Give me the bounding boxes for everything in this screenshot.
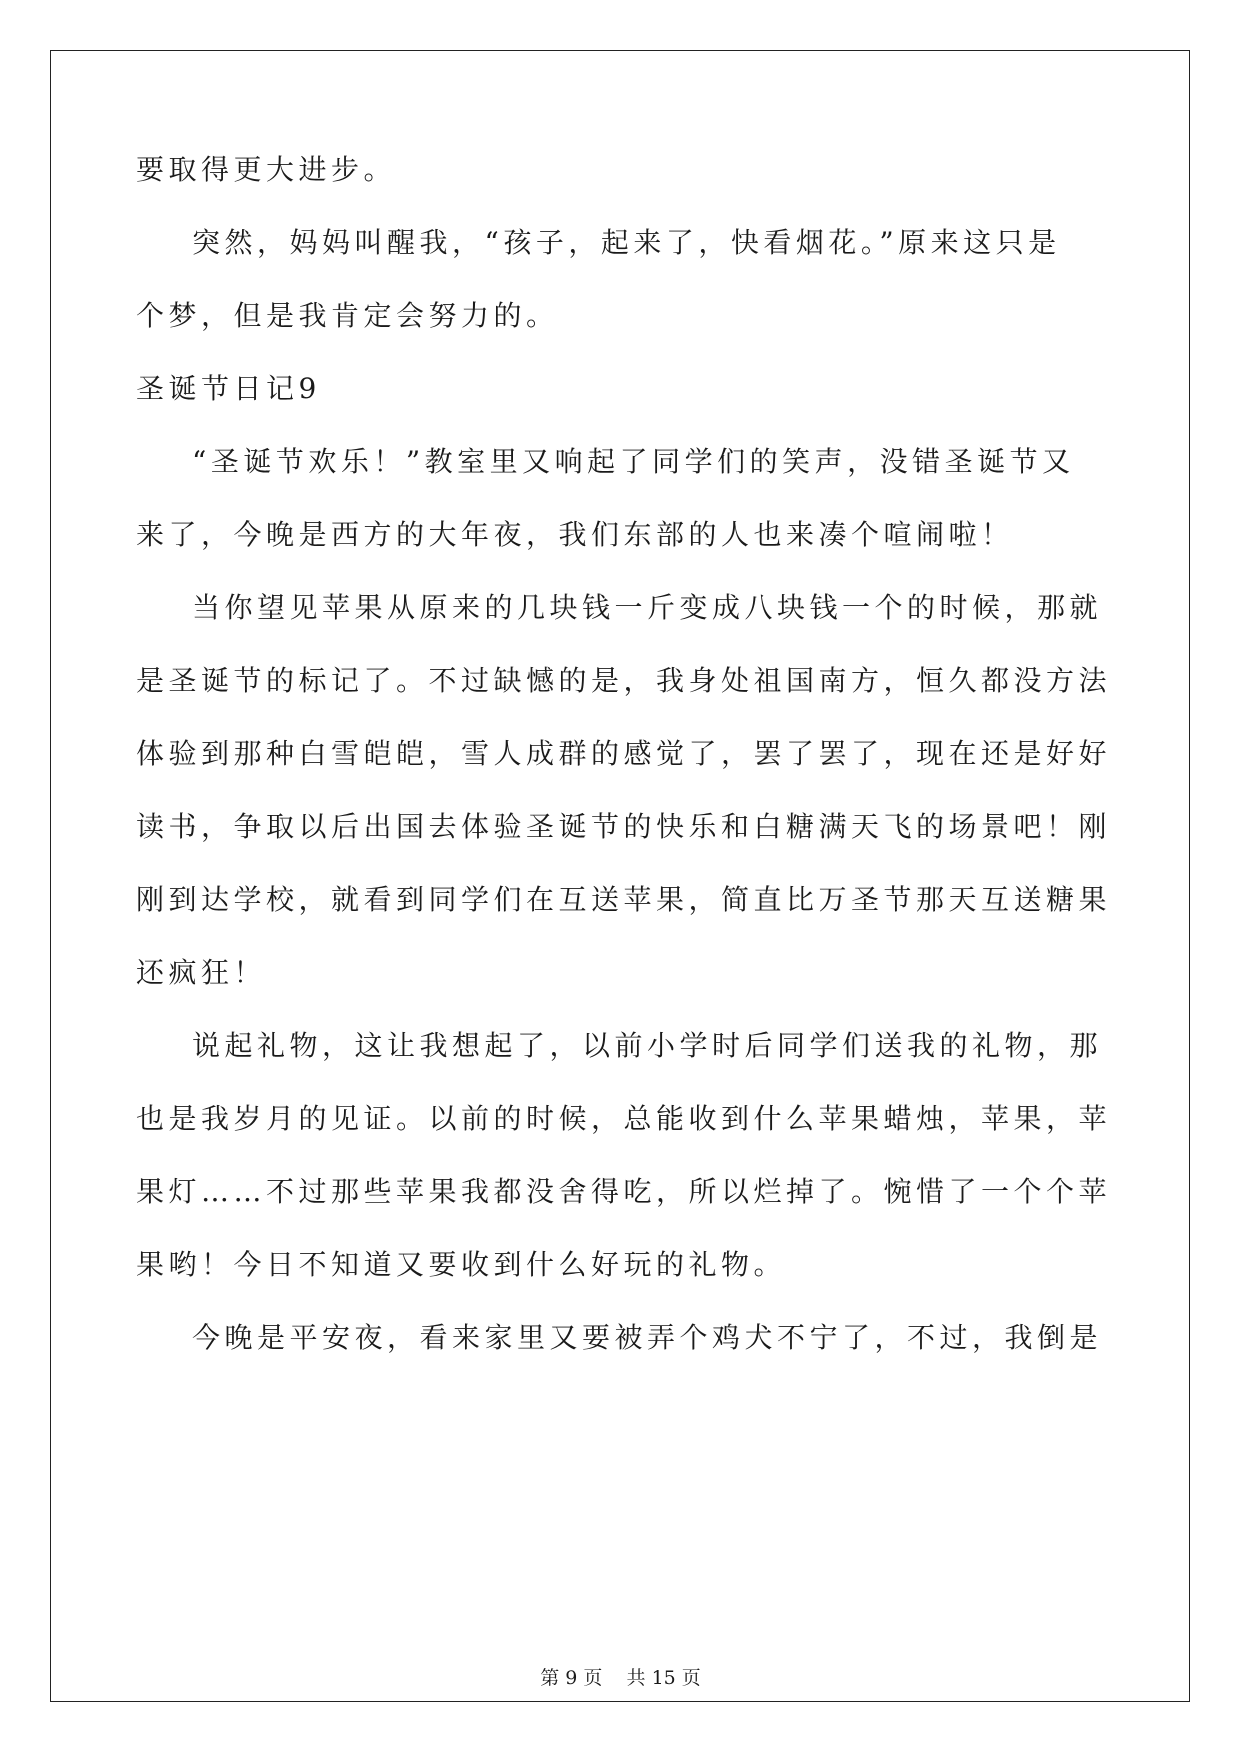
text-line: 说起礼物，这让我想起了，以前小学时后同学们送我的礼物，那 bbox=[192, 1029, 1103, 1062]
text-line: 体验到那种白雪皑皑，雪人成群的感觉了，罢了罢了，现在还是好好 bbox=[136, 737, 1112, 770]
text-line: 个梦，但是我肯定会努力的。 bbox=[136, 299, 559, 332]
text-line: 读书，争取以后出国去体验圣诞节的快乐和白糖满天飞的场景吧！刚 bbox=[136, 810, 1112, 843]
text-line: 要取得更大进步。 bbox=[136, 153, 397, 186]
text-line: 果灯……不过那些苹果我都没舍得吃，所以烂掉了。惋惜了一个个苹 bbox=[136, 1175, 1112, 1208]
text-line: 是圣诞节的标记了。不过缺憾的是，我身处祖国南方，恒久都没方法 bbox=[136, 664, 1112, 697]
text-line: 还疯狂！ bbox=[136, 956, 267, 989]
page-indicator: 第 9 页 共 15 页 bbox=[540, 1667, 701, 1689]
text-line: 今晚是平安夜，看来家里又要被弄个鸡犬不宁了，不过，我倒是 bbox=[192, 1321, 1103, 1354]
section-heading: 圣诞节日记9 bbox=[136, 372, 321, 405]
text-line: 来了，今晚是西方的大年夜，我们东部的人也来凑个喧闹啦！ bbox=[136, 518, 1014, 551]
text-line: 也是我岁月的见证。以前的时候，总能收到什么苹果蜡烛，苹果，苹 bbox=[136, 1102, 1112, 1135]
text-line: 果哟！今日不知道又要收到什么好玩的礼物。 bbox=[136, 1248, 787, 1281]
text-line: 刚到达学校，就看到同学们在互送苹果，简直比万圣节那天互送糖果 bbox=[136, 883, 1112, 916]
text-line: 当你望见苹果从原来的几块钱一斤变成八块钱一个的时候，那就 bbox=[192, 591, 1103, 624]
text-line: “圣诞节欢乐！”教室里又响起了同学们的笑声，没错圣诞节又 bbox=[192, 445, 1075, 478]
text-line: 突然，妈妈叫醒我，“孩子，起来了，快看烟花。”原来这只是 bbox=[192, 226, 1061, 259]
